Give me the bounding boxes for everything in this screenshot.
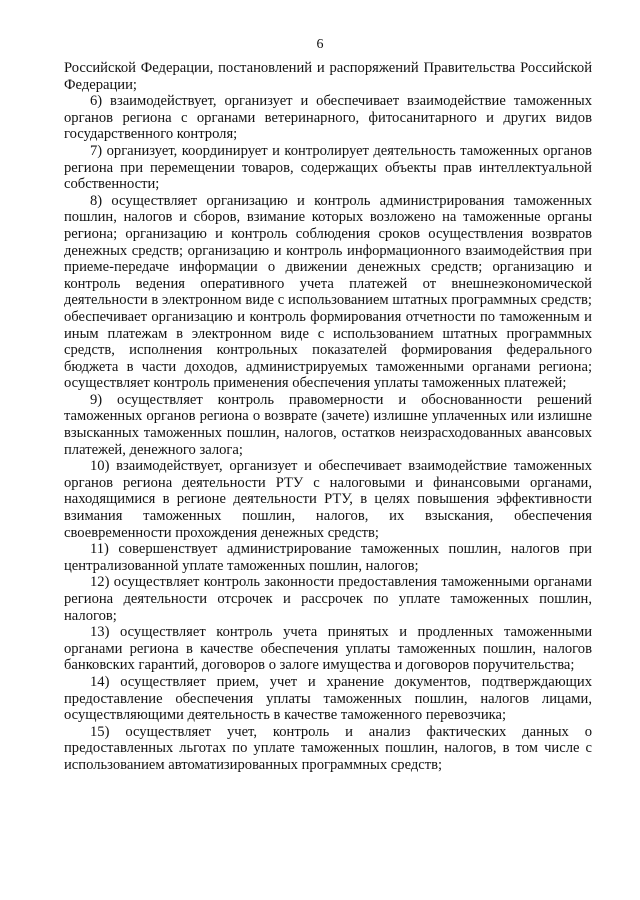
paragraph-item-11: 11) совершенствует администрирование таможенных пошлин, налогов при централизованной уплате таможенных пошлин, налогов; bbox=[64, 541, 592, 574]
paragraph-item-14: 14) осуществляет прием, учет и хранение документов, подтверждающих предоставление обеспечения уплаты таможенных пошлин, налогов лицами, осуществляющими деятельность в качестве таможенного перевозчика; bbox=[64, 673, 592, 724]
document-body bbox=[64, 60, 592, 774]
paragraph-item-10: 10) взаимодействует, организует и обеспечивает взаимодействие таможенных органов региона деятельности РТУ с налоговыми и финансовыми органами, находящимися в регионе деятельности РТУ, в целях повышения эффективности взимания таможенных пошлин, налогов, их взыскания, обеспечения своевременности прохождения денежных средств; bbox=[64, 458, 592, 541]
paragraph-continuation: Российской Федерации, постановлений и распоряжений Правительства Российской Федерации; bbox=[64, 60, 592, 93]
paragraph-item-7: 7) организует, координирует и контролирует деятельность таможенных органов региона при перемещении товаров, содержащих объекты прав интеллектуальной собственности; bbox=[64, 142, 592, 193]
page-number: 6 bbox=[316, 37, 324, 52]
paragraph-item-9: 9) осуществляет контроль правомерности и обоснованности решений таможенных органов региона о возврате (зачете) излишне уплаченных или излишне взысканных таможенных пошлин, налогов, остатков неизрасходованных авансовых платежей, денежного залога; bbox=[64, 391, 592, 458]
paragraph-item-12: 12) осуществляет контроль законности предоставления таможенными органами региона деятельности отсрочек и рассрочек по уплате таможенных пошлин, налогов; bbox=[64, 574, 592, 624]
paragraph-item-6: 6) взаимодействует, организует и обеспечивает взаимодействие таможенных органов региона с органами ветеринарного, фитосанитарного и других видов государственного контроля; bbox=[64, 93, 592, 143]
paragraph-item-15: 15) осуществляет учет, контроль и анализ фактических данных о предоставленных льготах по уплате таможенных пошлин, налогов, в том числе с использованием автоматизированных программных средств; bbox=[64, 723, 592, 773]
paragraph-item-13: 13) осуществляет контроль учета принятых и продленных таможенными органами региона в качестве обеспечения уплаты таможенных пошлин, налогов банковских гарантий, договоров о залоге имущества и договоров поручительства; bbox=[64, 624, 592, 674]
paragraph-item-8: 8) осуществляет организацию и контроль администрирования таможенных пошлин, налогов и сборов, взимание которых возложено на таможенные органы региона; организацию и контроль соблюдения сроков осуществления возвратов денежных средств; организацию и контроль информационного взаимодействия при приеме-передаче информации о движении денежных средств; организацию и контроль ведения оперативного учета платежей от внешнеэкономической деятельности в электронном виде с использованием штатных программных средств; обеспечивает организацию и контроль формирования отчетности по таможенным и иным платежам в электронном виде с использованием штатных программных средств, исполнения контрольных показателей формирования федерального бюджета в части доходов, администрируемых таможенными органами региона; осуществляет контроль применения обеспечения уплаты таможенных платежей; bbox=[64, 192, 592, 392]
